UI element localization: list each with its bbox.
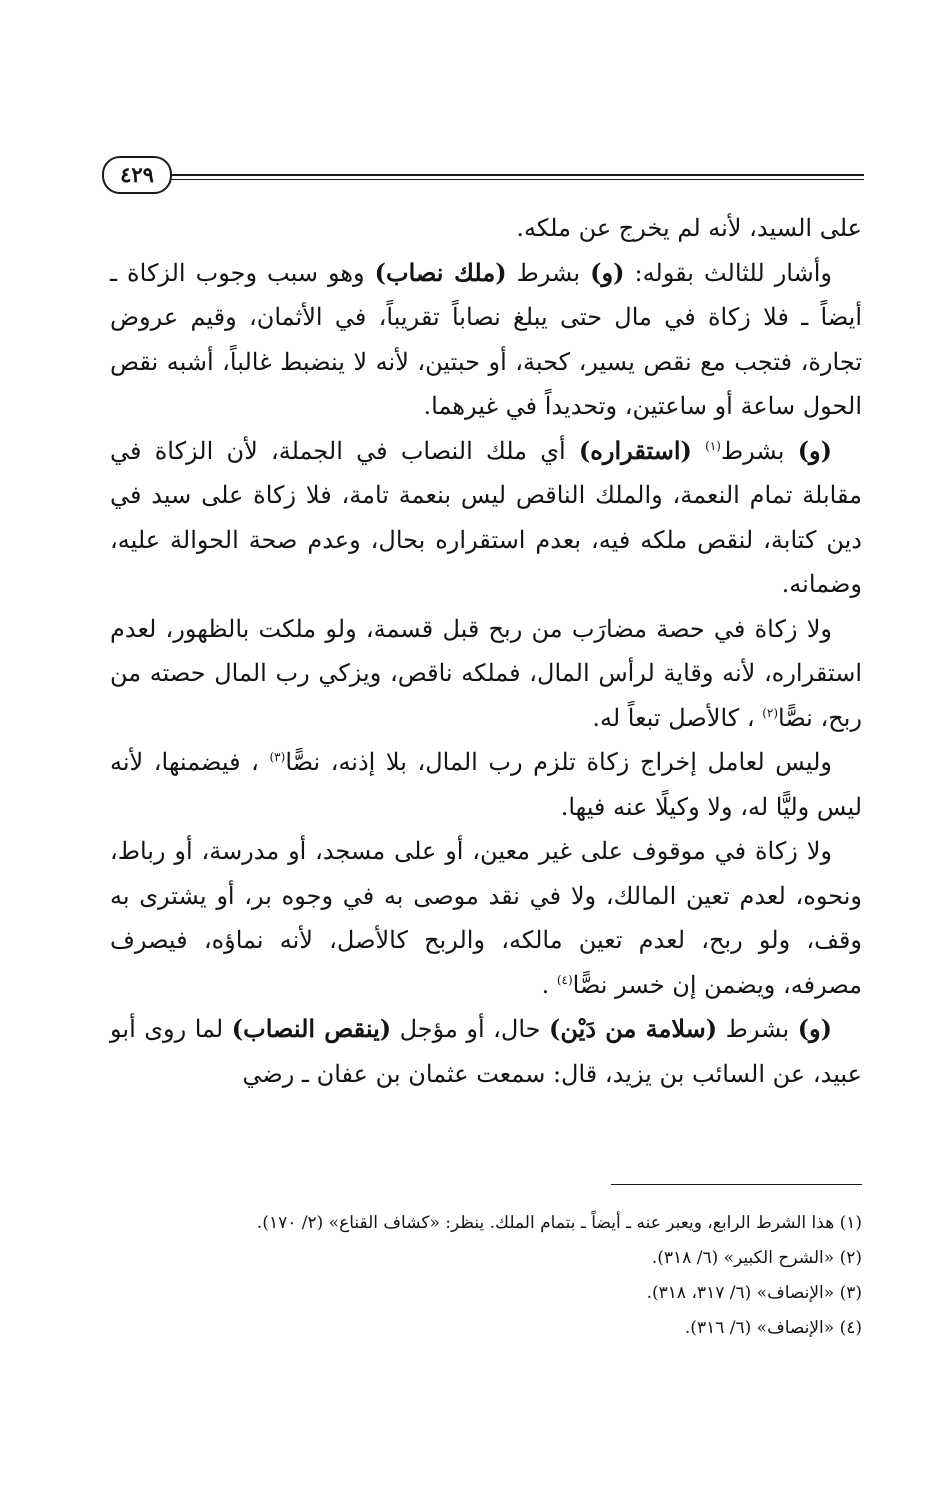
footnote-1: (١) هذا الشرط الرابع، ويعبر عنه ـ أيضاً ـ بتمام الملك. ينظر: «كشاف القناع» (٢/ ١٧٠). xyxy=(256,1213,862,1233)
paragraph xyxy=(110,740,862,829)
main-text xyxy=(110,206,862,1096)
header-double-line xyxy=(166,174,864,180)
paragraph xyxy=(110,829,862,1007)
footnote-2: (٢) «الشرح الكبير» (٦/ ٣١٨). xyxy=(651,1248,862,1268)
footnote-separator xyxy=(611,1184,862,1185)
paragraph xyxy=(110,1007,862,1096)
text-run: وليس لعامل إخراج زكاة تلزم رب المال، بلا إذنه، نصًّا xyxy=(285,748,832,776)
paragraph xyxy=(110,206,862,251)
text-run xyxy=(692,437,705,465)
bold-term: (ملك نصاب) xyxy=(374,257,507,287)
text-run: . xyxy=(541,970,557,999)
text-run: حال، أو مؤجل xyxy=(391,1015,550,1043)
text-run: بشرط xyxy=(720,436,798,465)
bold-term: (و) xyxy=(590,257,625,287)
paragraph xyxy=(110,607,862,741)
footnote-marker: (٤) xyxy=(556,972,573,987)
footnote-marker: (٣) xyxy=(269,750,286,764)
bold-term: (سلامة من دَيْن) xyxy=(549,1014,718,1043)
text-run: وهو سبب وجوب الزكاة ـ أيضاً ـ فلا زكاة في مال حتى يبلغ نصاباً تقريباً، في الأثمان، وقيم عروض تجارة، فتجب مع نقص يسير، كحبة، أو حبتين، لأنه لا ينضبط غالباً، أشبه نقص الحول ساعة أو ساعتين، وتحديداً في غيرهما. xyxy=(110,258,862,420)
text-run: بشرط xyxy=(506,258,591,287)
text-run: أي ملك النصاب في الجملة، لأن الزكاة في مقابلة تمام النعمة، والملك الناقص ليس بنعمة تامة، فلا زكاة على سيد في دين كتابة، لنقص ملكه فيه، بعدم استقراره بحال، وعدم صحة الحوالة عليه، وضمانه. xyxy=(110,436,862,598)
text-run: وأشار للثالث بقوله: xyxy=(624,258,832,287)
text-run: ولا زكاة في حصة مضارَب من ربح قبل قسمة، ولو ملكت بالظهور، لعدم استقراره، لأنه وقاية لرأس المال، فملكه ناقص، ويزكي رب المال حصته من ربح، نصًّا xyxy=(110,614,862,732)
page-number: ٤٢٩ xyxy=(102,156,172,194)
footnote-marker: (٢) xyxy=(762,705,779,720)
paragraph xyxy=(110,251,862,429)
paragraph xyxy=(110,429,862,607)
header-rule xyxy=(166,170,864,184)
text-run: ولا زكاة في موقوف على غير معين، أو على مسجد، أو مدرسة، أو رباط، ونحوه، لعدم تعين المالك، ولا في نقد موصى به في وجوه بر، أو يشترى به وقف، ولو ربح، لعدم تعين مالكه، والربح كالأصل، لأنه نماؤه، فيصرف مصرفه، ويضمن إن خسر نصًّا xyxy=(110,837,862,999)
bold-term: (و) xyxy=(797,1014,832,1043)
text-run: بشرط xyxy=(717,1015,798,1043)
bold-term: (و) xyxy=(797,435,832,465)
text-run: على السيد، لأنه لم يخرج عن ملكه. xyxy=(516,214,862,242)
text-run: ، فيضمنها، لأنه ليس وليًّا له، ولا وكيلًا عنه فيها. xyxy=(110,748,862,821)
bold-term: (ينقص النصاب) xyxy=(231,1014,392,1043)
footnote-marker: (١) xyxy=(705,438,721,453)
footnotes xyxy=(110,1206,862,1346)
bold-term: (استقراره) xyxy=(578,435,692,465)
text-run: ، كالأصل تبعاً له. xyxy=(592,703,763,732)
footnote-3: (٣) «الإنصاف» (٦/ ٣١٧، ٣١٨). xyxy=(646,1283,862,1303)
footnote-4: (٤) «الإنصاف» (٦/ ٣١٦). xyxy=(684,1318,862,1338)
text-run: لما روى أبو عبيد، عن السائب بن يزيد، قال: سمعت عثمان بن عفان ـ رضي xyxy=(110,1015,862,1088)
